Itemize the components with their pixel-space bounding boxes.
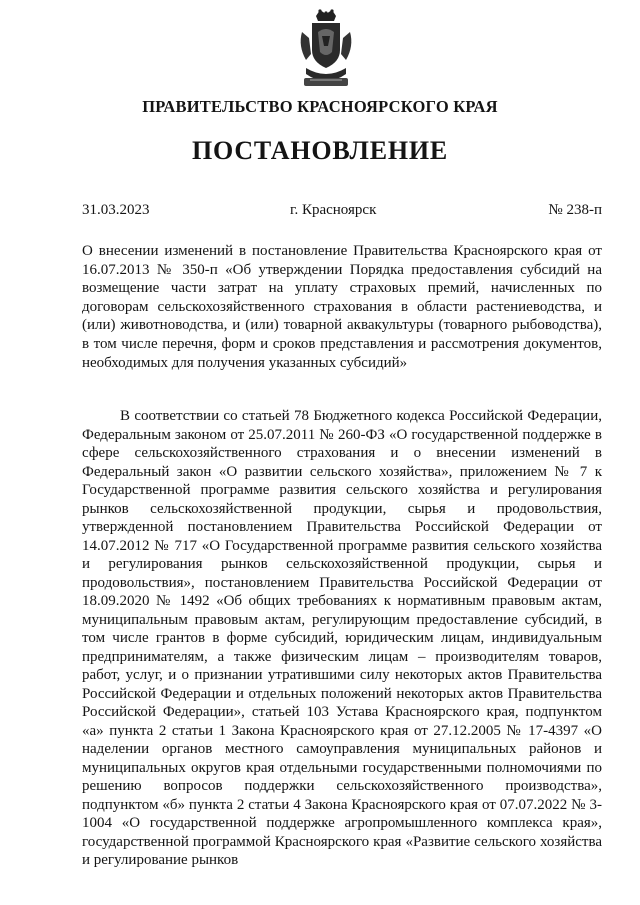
document-subject: О внесении изменений в постановление Правительства Красноярского края от 16.07.2013 № 350-п «Об утверждении Порядка предоставления субсидий на возмещение части затрат на уплату страховых премий, начисленных по договорам сельскохозяйственного страхования в области растениеводства, и (или) животноводства, и (или) товарной аквакультуры (товарного рыбоводства), в том числе перечня, форм и сроков представления и рассмотрения документов, необходимых для получения указанных субсидий» xyxy=(82,243,602,371)
document-body-paragraph: В соответствии со статьей 78 Бюджетного кодекса Российской Федерации, Федеральным законом от 25.07.2011 № 260-ФЗ «О государственной поддержке в сфере сельскохозяйственного страхования и о внесении изменений в Федеральный закон «О развитии сельского хозяйства», приложением № 7 к Государственной программе развития сельского хозяйства и регулирования рынков сельскохозяйственной продукции, сырья и продовольствия, утвержденной постановлением Правительства Российской Федерации от 14.07.2012 № 717 «О Государственной программе развития сельского хозяйства и регулирования рынков сельскохозяйственной продукции, сырья и продовольствия», постановлением Правительства Российской Федерации от 18.09.2020 № 1492 «Об общих требованиях к нормативным правовым актам, муниципальным правовым актам, регулирующим предоставление субсидий, в том числе грантов в форме субсидий, юридическим лицам, индивидуальным предпринимателям, а также физическим лицам – производителям товаров, работ, услуг, и о признании утратившими силу некоторых актов Правительства Российской Федерации и отдельных положений некоторых актов Правительства Российской Федерации», статьей 103 Устава Красноярского края, подпунктом «а» пункта 2 статьи 1 Закона Красноярского края от 27.12.2005 № 17-4397 «О наделении органов местного самоуправления муниципальных районов и муниципальных округов края отдельными государственными полномочиями по решению вопросов поддержки сельскохозяйственного производства», подпунктом «б» пункта 2 статьи 4 Закона Красноярского края от 07.07.2022 № 3-1004 «О государственной поддержке агропромышленного комплекса края», государственной программой Красноярского края «Развитие сельского хозяйства и регулирование рынков xyxy=(82,408,602,868)
document-type-title: ПОСТАНОВЛЕНИЕ xyxy=(191,136,449,165)
document-date: 31.03.2023 xyxy=(82,202,150,218)
coat-of-arms-icon xyxy=(296,8,356,92)
document-city: г. Красноярск xyxy=(290,202,377,218)
issuing-authority: ПРАВИТЕЛЬСТВО КРАСНОЯРСКОГО КРАЯ xyxy=(142,97,498,116)
document-number: № 238-п xyxy=(548,202,602,218)
coat-of-arms-emblem xyxy=(296,8,356,92)
